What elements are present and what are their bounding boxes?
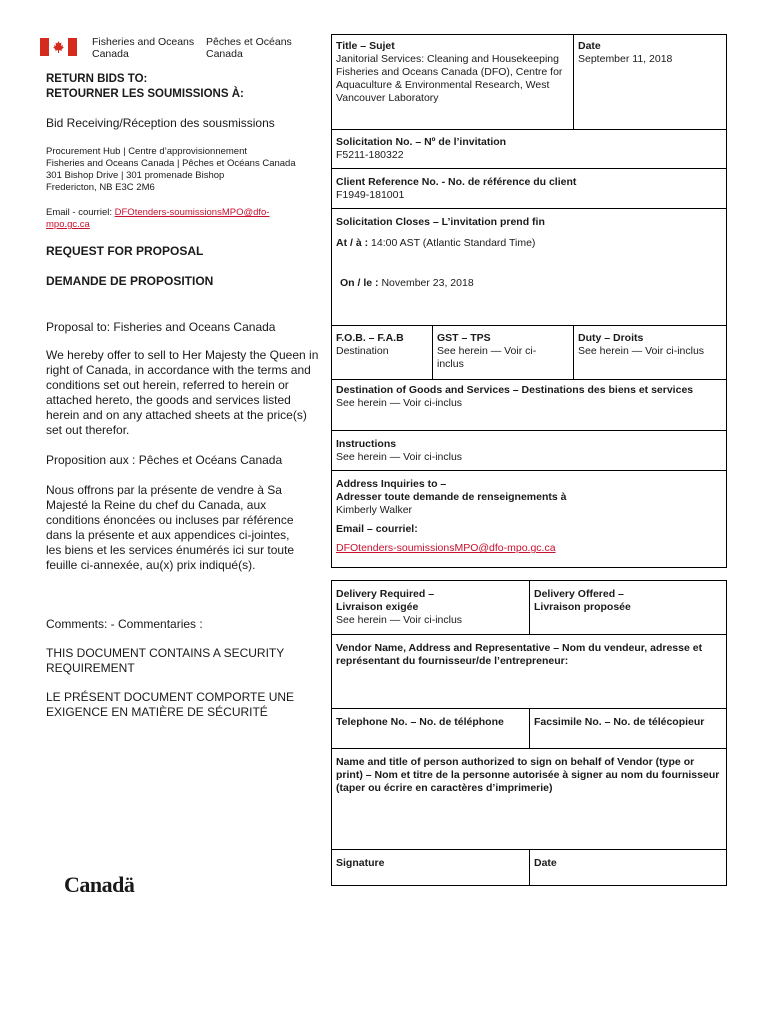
solicitation-closes-label: Solicitation Closes – L’invitation prend fin bbox=[336, 216, 545, 228]
destination-label: Destination of Goods and Services – Destinations des biens et services bbox=[336, 384, 694, 396]
signature-date-cell[interactable] bbox=[530, 855, 726, 885]
instructions-label: Instructions bbox=[336, 438, 397, 450]
canada-flag-icon bbox=[40, 38, 77, 56]
return-bids-fr: RETOURNER LES SOUMISSIONS À: bbox=[46, 88, 244, 100]
solicitation-number-label: Solicitation No. – Nº de l’invitation bbox=[336, 136, 507, 148]
fob-cell bbox=[332, 330, 432, 360]
proposal-to: Proposal to: Fisheries and Oceans Canada bbox=[46, 320, 276, 334]
dept-en-line1: Fisheries and Oceans bbox=[92, 36, 195, 48]
email-link-part1[interactable]: DFOtenders-soumissionsMPO@dfo- bbox=[114, 207, 270, 218]
inquiries-email-link[interactable]: DFOtenders-soumissionsMPO@dfo-mpo.gc.ca bbox=[336, 542, 556, 554]
facsimile-cell[interactable] bbox=[530, 714, 726, 746]
gst-value: See herein — Voir ci-inclus bbox=[437, 345, 537, 370]
mailing-address bbox=[46, 146, 296, 194]
bid-receiving: Bid Receiving/Réception des sousmissions bbox=[46, 116, 275, 130]
title-cell bbox=[332, 38, 572, 107]
title-label: Title – Sujet bbox=[336, 40, 395, 52]
duty-value: See herein — Voir ci-inclus bbox=[578, 345, 705, 357]
facsimile-label: Facsimile No. – No. de télécopieur bbox=[534, 716, 705, 728]
inquiries-email-label: Email – courriel: bbox=[336, 523, 418, 535]
dept-fr-line2: Canada bbox=[206, 48, 243, 60]
dept-name-en bbox=[92, 36, 194, 60]
signature-cell[interactable] bbox=[332, 855, 528, 885]
authorized-person-label: Name and title of person authorized to sign on behalf of Vendor (type or print) – Nom et titre de la personne autorisée à signer au nom du fournisseur (taper ou écrire en caractères d’imprimerie) bbox=[336, 756, 720, 794]
date-cell bbox=[574, 38, 726, 68]
delivery-required-label-fr: Livraison exigée bbox=[336, 601, 419, 613]
solicitation-number-cell bbox=[332, 134, 722, 164]
offer-text-fr: Nous offrons par la présente de vendre à Sa Majesté la Reine du chef du Canada, aux conditions énoncées ou incluses par référence dans la présente et aux appendices ci-jointes, les biens et les services énumérés ici sur toute feuille ci-annexée, au(x) prix indiqué(s). bbox=[46, 483, 295, 572]
delivery-offered-label-en: Delivery Offered – bbox=[534, 588, 624, 600]
closing-date-label: On / le : bbox=[340, 277, 379, 289]
telephone-label: Telephone No. – No. de téléphone bbox=[336, 716, 504, 728]
date-label: Date bbox=[578, 40, 601, 52]
vendor-name-label: Vendor Name, Address and Representative – Nom du vendeur, adresse et représentant du fournisseur/de l’entrepreneur: bbox=[336, 642, 703, 667]
vendor-name-cell[interactable] bbox=[332, 640, 724, 706]
rfp-heading-fr: DEMANDE DE PROPOSITION bbox=[46, 274, 214, 288]
client-reference-cell bbox=[332, 174, 722, 204]
comments-label: Comments: - Commentaries : bbox=[46, 617, 203, 631]
address-line-1: Procurement Hub | Centre d’approvisionnement bbox=[46, 146, 248, 157]
delivery-required-label-en: Delivery Required – bbox=[336, 588, 435, 600]
instructions-value: See herein — Voir ci-inclus bbox=[336, 451, 463, 463]
closing-date-value: November 23, 2018 bbox=[381, 277, 474, 289]
rfp-heading-en: REQUEST FOR PROPOSAL bbox=[46, 244, 204, 258]
solicitation-closes-cell bbox=[332, 214, 722, 231]
dept-en-line2: Canada bbox=[92, 48, 129, 60]
return-bids-heading bbox=[46, 72, 244, 102]
security-requirement-fr: LE PRÉSENT DOCUMENT COMPORTE UNE EXIGENCE EN MATIÈRE DE SÉCURITÉ bbox=[46, 690, 295, 719]
closing-time bbox=[332, 235, 722, 252]
solicitation-number-value: F5211-180322 bbox=[336, 149, 404, 161]
fob-value: Destination bbox=[336, 345, 389, 357]
delivery-required-cell bbox=[332, 586, 528, 629]
telephone-cell[interactable] bbox=[332, 714, 528, 746]
proposition-aux: Proposition aux : Pêches et Océans Canada bbox=[46, 453, 283, 467]
closing-time-label: At / à : bbox=[336, 237, 369, 249]
destination-value: See herein — Voir ci-inclus bbox=[336, 397, 463, 409]
address-line-4: Fredericton, NB E3C 2M6 bbox=[46, 182, 155, 193]
closing-time-value: 14:00 AST (Atlantic Standard Time) bbox=[371, 237, 536, 249]
email-prefix: Email - courriel: bbox=[46, 207, 112, 218]
delivery-offered-cell[interactable] bbox=[530, 586, 726, 616]
bid-email bbox=[46, 207, 296, 231]
date-value: September 11, 2018 bbox=[578, 53, 673, 65]
authorized-person-cell[interactable] bbox=[332, 754, 724, 846]
email-link-part2[interactable]: mpo.gc.ca bbox=[46, 219, 90, 230]
dept-name-fr bbox=[206, 36, 292, 60]
duty-cell bbox=[574, 330, 726, 360]
instructions-cell bbox=[332, 436, 722, 466]
signature-date-label: Date bbox=[534, 857, 557, 869]
security-requirement-en: THIS DOCUMENT CONTAINS A SECURITY REQUIREMENT bbox=[46, 646, 285, 675]
inquiries-cell bbox=[332, 476, 722, 557]
inquiries-contact-name: Kimberly Walker bbox=[336, 504, 413, 516]
destination-cell bbox=[332, 382, 722, 412]
canada-wordmark: Canadä bbox=[64, 872, 135, 897]
delivery-required-value: See herein — Voir ci-inclus bbox=[336, 614, 463, 626]
return-bids-en: RETURN BIDS TO: bbox=[46, 73, 148, 85]
title-value: Janitorial Services: Cleaning and Housekeeping Fisheries and Oceans Canada (DFO), Centre for Aquaculture & Environmental Research, West Vancouver Laboratory bbox=[336, 53, 563, 104]
offer-text-en: We hereby offer to sell to Her Majesty the Queen in right of Canada, in accordance with the terms and conditions set out herein, referred to herein or attached hereto, the goods and services listed herein and on any attached sheets at the price(s) set out therefor. bbox=[46, 348, 319, 437]
inquiries-label-fr: Adresser toute demande de renseignements à bbox=[336, 491, 567, 503]
gst-cell bbox=[433, 330, 571, 373]
client-reference-label: Client Reference No. - No. de référence du client bbox=[336, 176, 577, 188]
address-line-3: 301 Bishop Drive | 301 promenade Bishop bbox=[46, 170, 225, 181]
gst-label: GST – TPS bbox=[437, 332, 491, 344]
signature-label: Signature bbox=[336, 857, 385, 869]
duty-label: Duty – Droits bbox=[578, 332, 644, 344]
delivery-offered-label-fr: Livraison proposée bbox=[534, 601, 631, 613]
closing-date bbox=[336, 275, 716, 292]
fob-label: F.O.B. – F.A.B bbox=[336, 332, 404, 344]
client-reference-value: F1949-181001 bbox=[336, 189, 405, 201]
address-line-2: Fisheries and Oceans Canada | Pêches et Océans Canada bbox=[46, 158, 296, 169]
inquiries-label-en: Address Inquiries to – bbox=[336, 478, 447, 490]
dept-fr-line1: Pêches et Océans bbox=[206, 36, 292, 48]
